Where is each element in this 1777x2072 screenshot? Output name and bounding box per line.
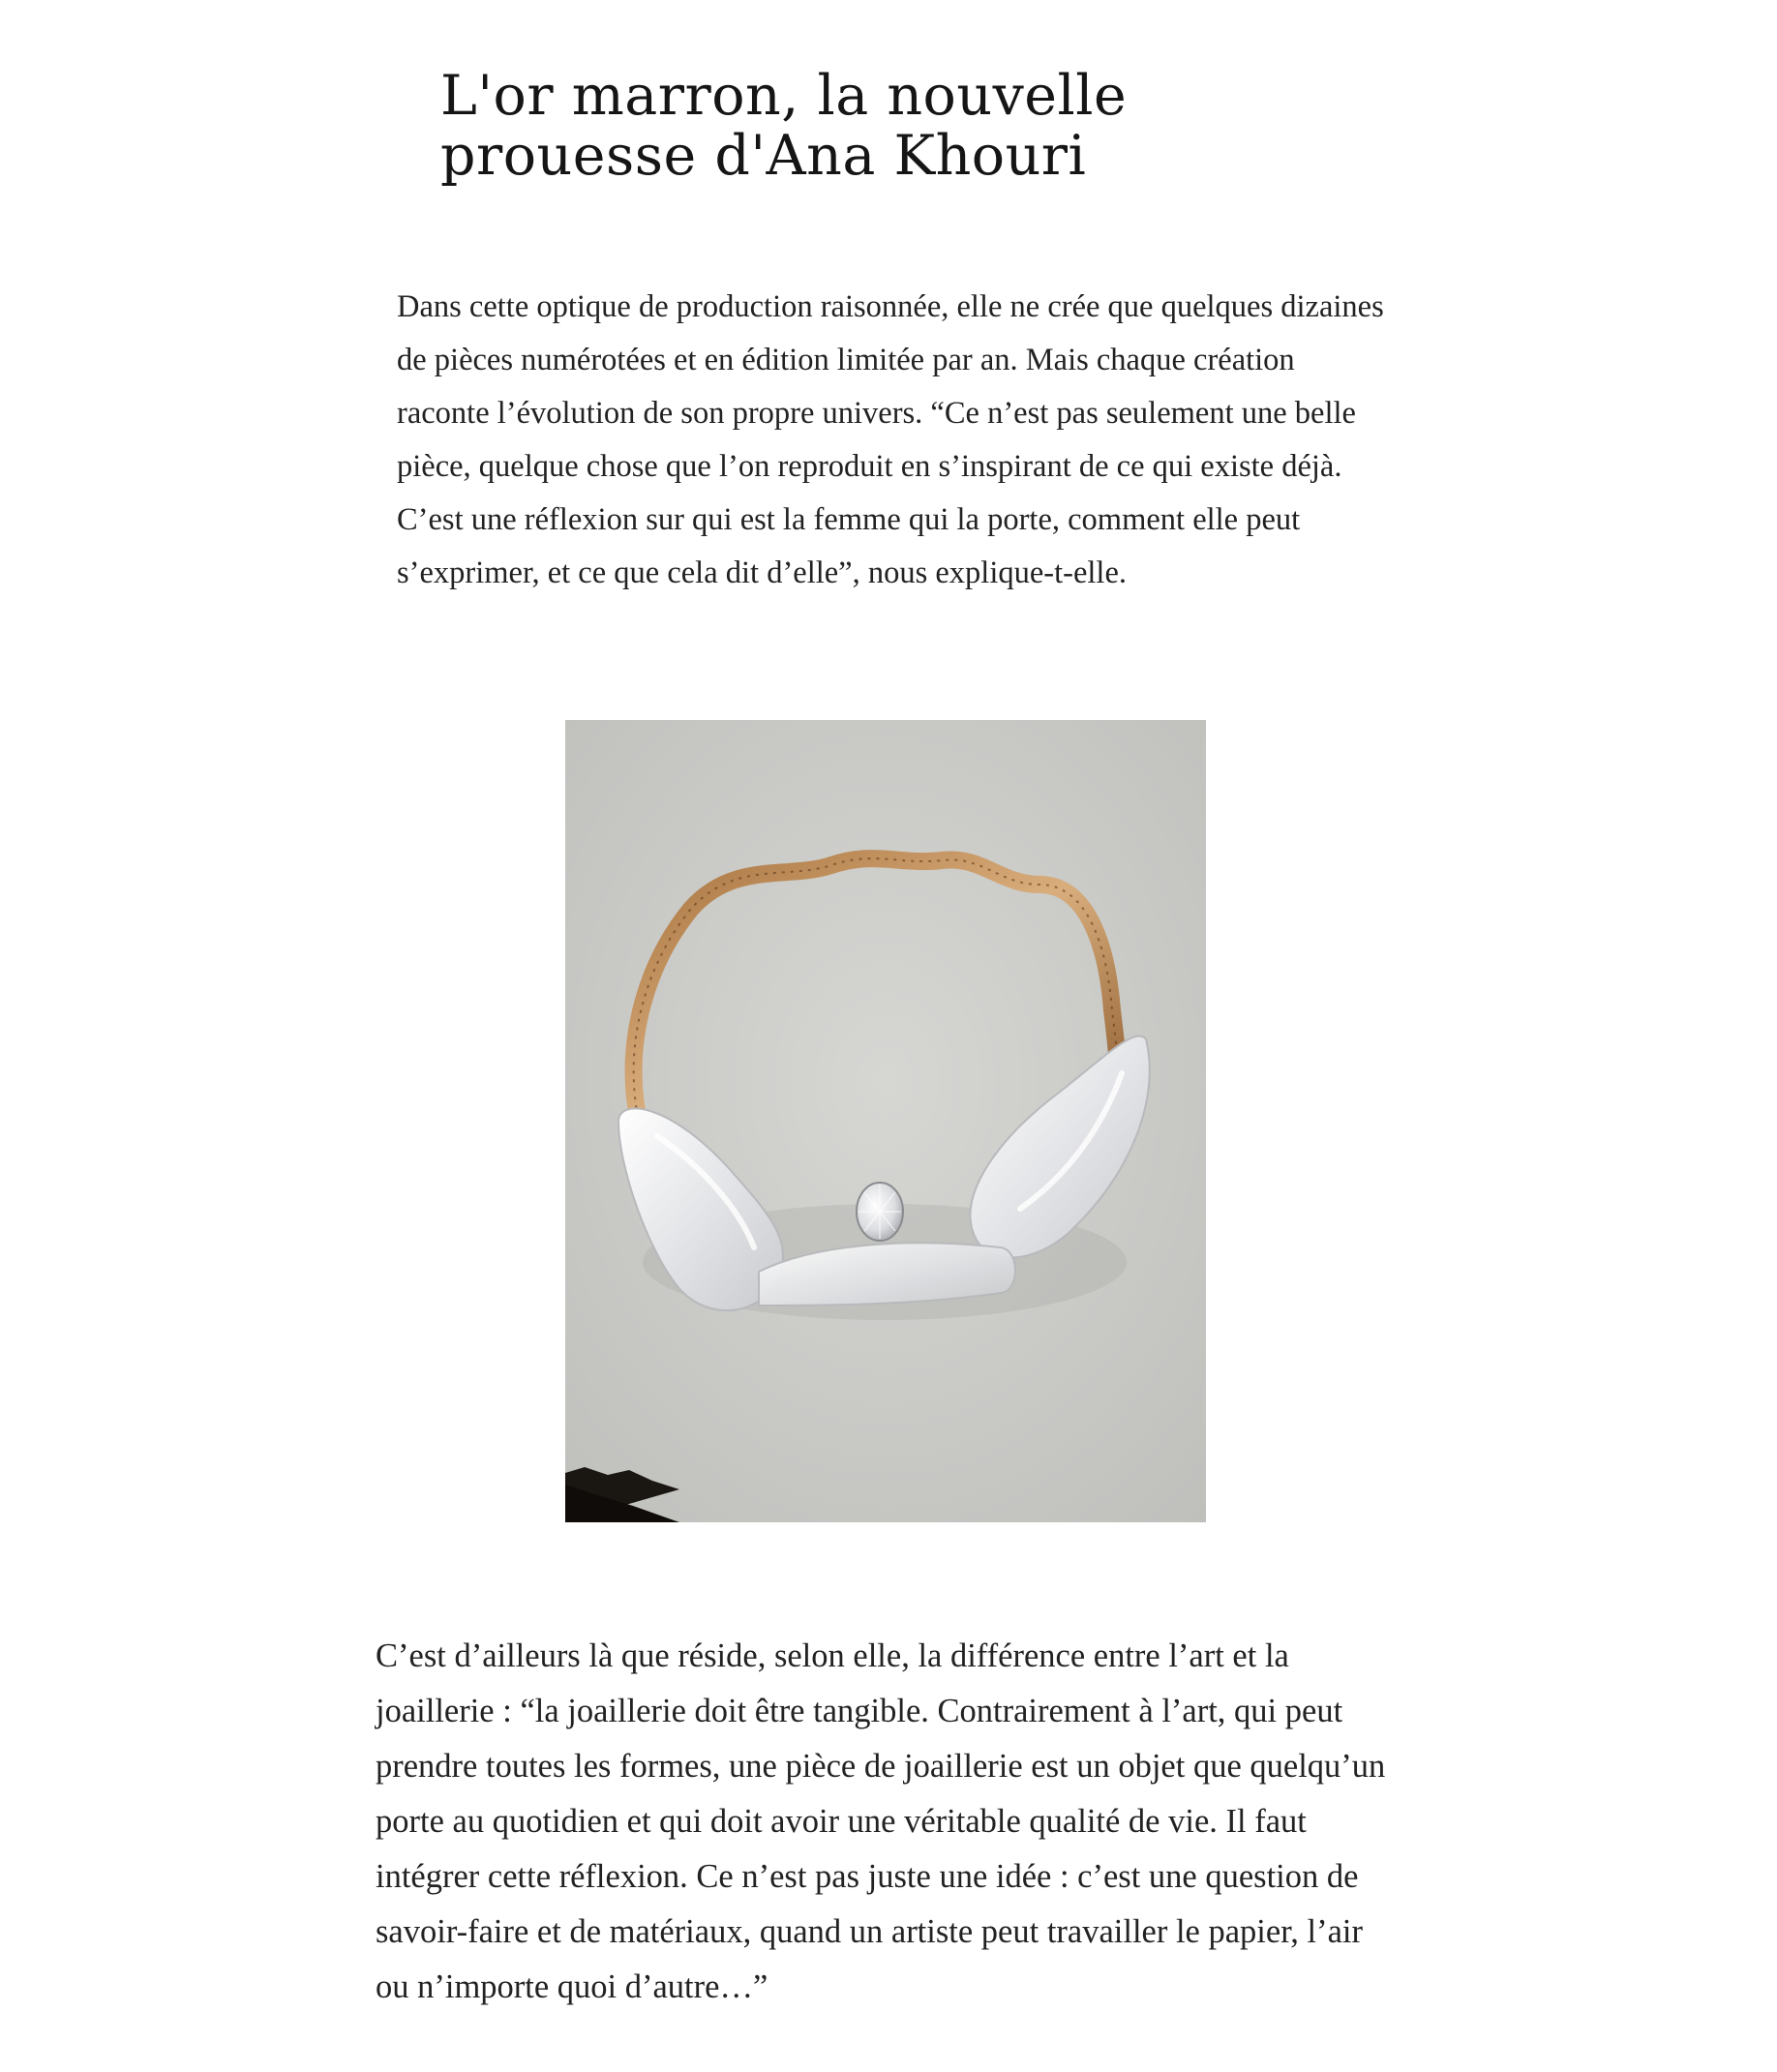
bracelet-photo bbox=[565, 720, 1206, 1522]
article-title: L'or marron, la nouvelle prouesse d'Ana Khouri bbox=[440, 64, 1128, 188]
bracelet-illustration bbox=[565, 720, 1206, 1522]
article-paragraph: Dans cette optique de production raisonnée, elle ne crée que quelques dizaines de pièces numérotées et en édition limitée par an. Mais chaque création raconte l’évolution de son propre univers. “Ce n’est pas seulement une belle pièce, quelque chose que l’on reproduit en s’inspirant de ce qui existe déjà. C’est une réflexion sur qui est la femme qui la porte, comment elle peut s’exprimer, et ce que cela dit d’elle”, nous explique-t-elle. bbox=[397, 289, 1384, 590]
article-paragraph: C’est d’ailleurs là que réside, selon elle, la différence entre l’art et la joaillerie : “la joaillerie doit être tangible. Contrairement à l’art, qui peut prendre toutes les formes, une pièce de joaillerie est un objet que quelqu’un porte au quotidien et qui doit avoir une véritable qualité de vie. Il faut intégrer cette réflexion. Ce n’est pas juste une idée : c’est une question de savoir-faire et de matériaux, quand un artiste peut travailler le papier, l’air ou n’importe quoi d’autre…” bbox=[376, 1637, 1386, 2005]
